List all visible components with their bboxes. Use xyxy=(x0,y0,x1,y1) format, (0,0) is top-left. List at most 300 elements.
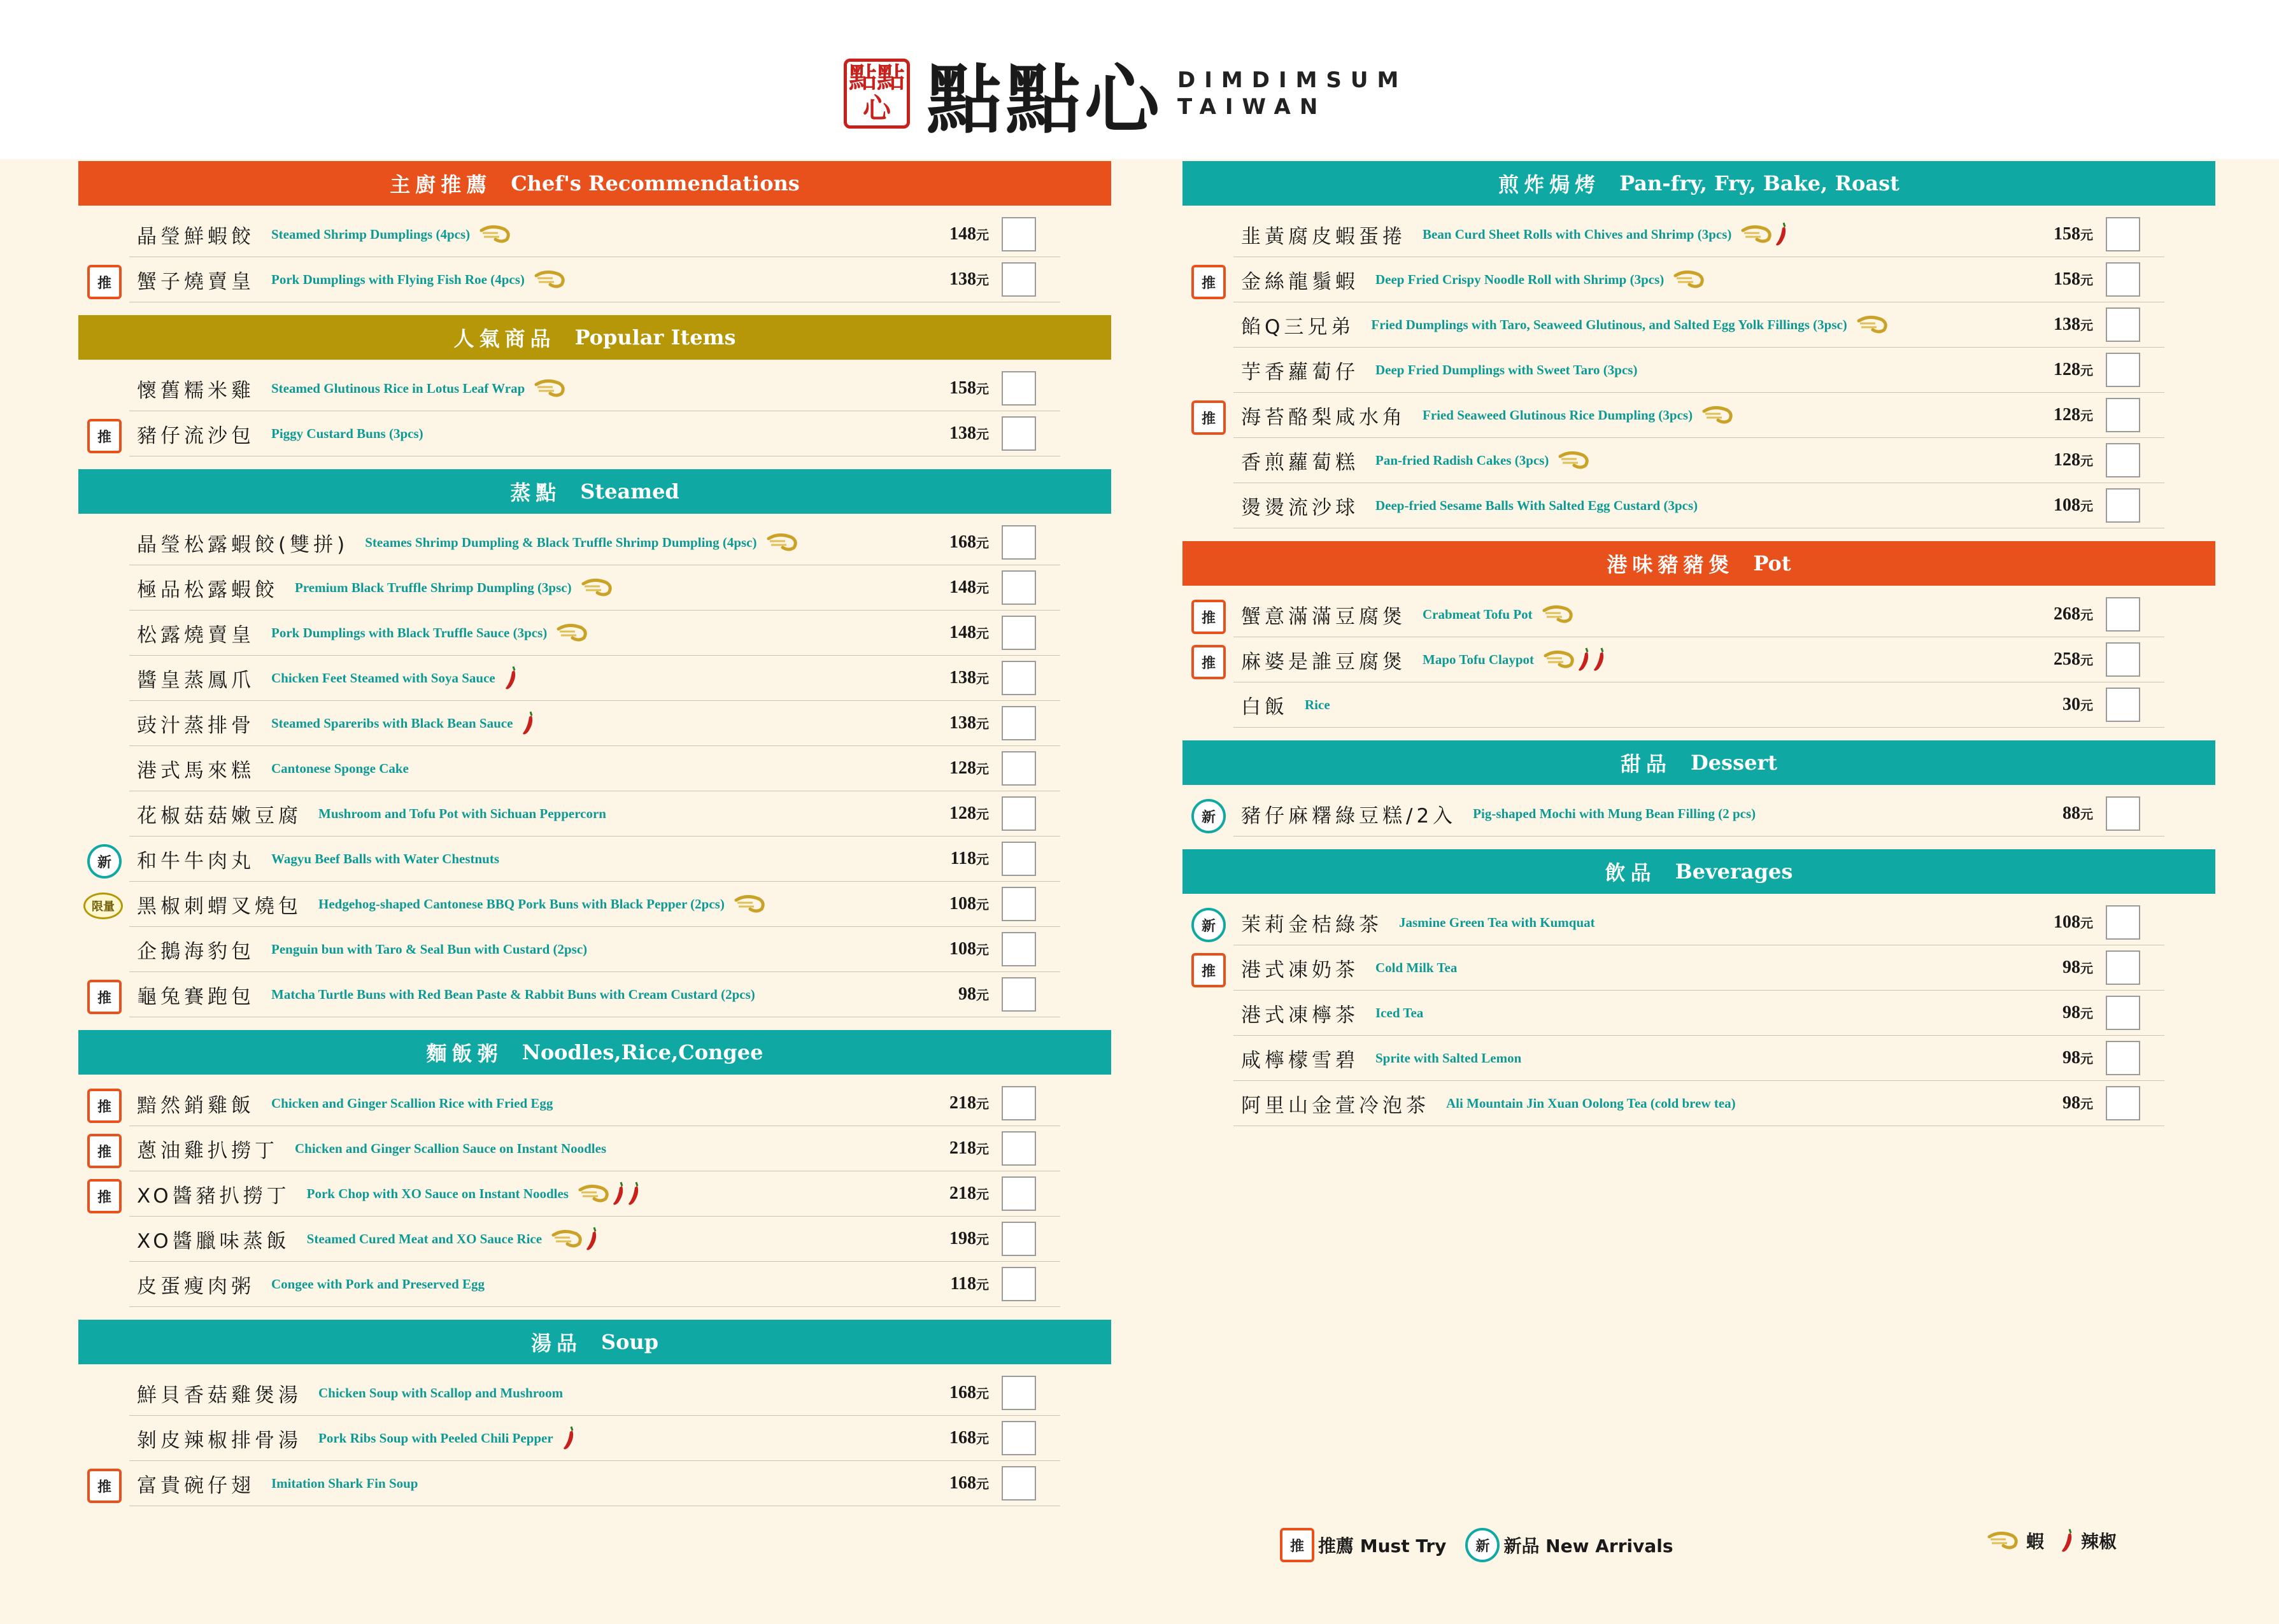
price-currency: 元 xyxy=(976,717,989,731)
item-icons xyxy=(766,532,799,553)
section-title-en: Steamed xyxy=(580,479,679,504)
must-try-icon: 推 xyxy=(87,1179,122,1213)
menu-item xyxy=(97,972,1060,1017)
chili-icon xyxy=(1577,647,1591,672)
price-currency: 元 xyxy=(976,229,989,243)
item-name-cn: XO醬豬扒撈丁 xyxy=(137,1184,290,1208)
menu-section xyxy=(1182,849,2215,1139)
menu-item xyxy=(1201,791,2164,837)
item-icons xyxy=(551,1226,599,1252)
legend-chili-label: 辣椒 xyxy=(2081,1531,2117,1552)
item-name-en: Ali Mountain Jin Xuan Oolong Tea (cold brew tea) xyxy=(1446,1095,1736,1111)
price-currency: 元 xyxy=(976,1098,989,1112)
item-name-en: Wagyu Beef Balls with Water Chestnuts xyxy=(271,851,500,866)
shrimp-icon xyxy=(1987,1530,2020,1551)
brand-name-en-line2: TAIWAN xyxy=(1177,94,1327,120)
item-price xyxy=(949,269,989,290)
order-checkbox[interactable] xyxy=(2106,307,2140,342)
item-name-en: Fried Dumplings with Taro, Seaweed Glutinous, and Salted Egg Yolk Fillings (3psc) xyxy=(1371,316,1847,332)
order-checkbox[interactable] xyxy=(1002,842,1036,876)
order-checkbox[interactable] xyxy=(1002,887,1036,921)
chili-icon xyxy=(1775,222,1789,247)
price-currency: 元 xyxy=(976,627,989,641)
item-name-cn: XO醬臘味蒸飯 xyxy=(137,1229,290,1253)
new-arrival-icon: 新 xyxy=(87,844,122,879)
price-currency: 元 xyxy=(976,428,989,442)
section-header xyxy=(78,161,1111,206)
legend-must xyxy=(1280,1528,1446,1562)
item-price xyxy=(949,713,989,733)
item-name-en: Piggy Custard Buns (3pcs) xyxy=(271,425,423,441)
must-try-icon: 推 xyxy=(87,980,122,1014)
item-name-en: Bean Curd Sheet Rolls with Chives and Shrimp (3pcs) xyxy=(1423,226,1732,242)
item-name-en: Steames Shrimp Dumpling & Black Truffle Shrimp Dumpling (4psc) xyxy=(365,534,757,550)
item-name-cn: 白飯 xyxy=(1241,695,1288,719)
legend-badges xyxy=(1280,1528,1673,1562)
order-checkbox[interactable] xyxy=(1002,751,1036,786)
menu-item xyxy=(1233,1036,2164,1081)
section-title-en: Pot xyxy=(1753,551,1791,575)
item-name-en: Pig-shaped Mochi with Mung Bean Filling (2 pcs) xyxy=(1473,805,1756,821)
must-try-icon: 推 xyxy=(87,419,122,453)
item-icons xyxy=(581,577,614,598)
section-title-en: Chef's Recommendations xyxy=(511,171,800,195)
shrimp-icon xyxy=(479,224,512,244)
price-currency: 元 xyxy=(2080,500,2093,514)
chili-icon xyxy=(585,1226,599,1252)
item-name-cn: 松露燒賣皇 xyxy=(137,623,255,647)
order-checkbox[interactable] xyxy=(2106,905,2140,940)
order-checkbox[interactable] xyxy=(1002,661,1036,695)
shrimp-icon xyxy=(1543,649,1576,670)
item-name-cn: 香煎蘿蔔糕 xyxy=(1241,451,1359,474)
item-price xyxy=(2054,269,2093,290)
order-checkbox[interactable] xyxy=(1002,616,1036,650)
shrimp-icon xyxy=(1558,450,1591,470)
menu-item xyxy=(1201,592,2164,637)
chili-icon xyxy=(627,1181,641,1206)
item-icons xyxy=(504,665,518,691)
order-checkbox[interactable] xyxy=(1002,932,1036,966)
item-price xyxy=(2054,224,2093,244)
item-name-cn: 麻婆是誰豆腐煲 xyxy=(1241,650,1406,674)
item-price xyxy=(2054,450,2093,470)
price-currency: 元 xyxy=(2080,319,2093,333)
order-checkbox[interactable] xyxy=(2106,217,2140,251)
order-checkbox[interactable] xyxy=(1002,706,1036,740)
order-checkbox[interactable] xyxy=(1002,977,1036,1012)
order-checkbox[interactable] xyxy=(1002,1466,1036,1500)
price-currency: 元 xyxy=(976,582,989,596)
item-price xyxy=(2062,803,2093,824)
menu-item xyxy=(1201,637,2164,682)
order-checkbox[interactable] xyxy=(1002,1421,1036,1455)
price-value: 128 xyxy=(2054,405,2080,425)
item-name-en: Mushroom and Tofu Pot with Sichuan Peppercorn xyxy=(318,805,606,821)
price-currency: 元 xyxy=(976,989,989,1003)
price-value: 148 xyxy=(949,577,976,597)
item-name-cn: 茉莉金桔綠茶 xyxy=(1241,913,1382,936)
menu-item xyxy=(1201,257,2164,302)
section-header xyxy=(1182,541,2215,586)
brand-name-cn: 點點心 xyxy=(927,56,1164,144)
legend-new xyxy=(1465,1528,1673,1562)
item-name-cn: 極品松露蝦餃 xyxy=(137,578,278,602)
item-name-en: Fried Seaweed Glutinous Rice Dumpling (3pcs) xyxy=(1423,407,1693,423)
price-value: 138 xyxy=(949,423,976,443)
item-name-en: Chicken Feet Steamed with Soya Sauce xyxy=(271,670,495,686)
section-title-cn: 蒸點 xyxy=(510,481,562,505)
item-icons xyxy=(1543,647,1607,672)
must-try-icon: 推 xyxy=(87,1134,122,1168)
price-currency: 元 xyxy=(976,943,989,957)
item-name-cn: 醬皇蒸鳳爪 xyxy=(137,668,255,692)
section-title-en: Dessert xyxy=(1690,751,1778,775)
menu-item xyxy=(1233,348,2164,393)
item-name-cn: 黯然銷雞飯 xyxy=(137,1094,255,1117)
item-name-en: Penguin bun with Taro & Seal Bun with Custard (2psc) xyxy=(271,941,588,957)
order-checkbox[interactable] xyxy=(2106,597,2140,632)
price-currency: 元 xyxy=(2080,699,2093,713)
item-name-cn: 阿里山金萱冷泡茶 xyxy=(1241,1094,1430,1117)
item-price xyxy=(2054,912,2093,933)
order-checkbox[interactable] xyxy=(2106,950,2140,985)
chili-icon xyxy=(1593,647,1607,672)
price-currency: 元 xyxy=(976,1478,989,1492)
item-price xyxy=(2054,360,2093,380)
item-price xyxy=(949,1138,989,1159)
legend-shrimp-label: 蝦 xyxy=(2026,1531,2045,1552)
section-title-cn: 甜品 xyxy=(1620,752,1672,776)
item-name-en: Imitation Shark Fin Soup xyxy=(271,1475,418,1491)
menu-item xyxy=(1233,438,2164,483)
menu-item xyxy=(97,1461,1060,1506)
item-icons xyxy=(1673,269,1706,290)
item-price xyxy=(2062,1003,2093,1023)
item-icons xyxy=(1740,222,1789,247)
price-currency: 元 xyxy=(976,1188,989,1202)
shrimp-icon xyxy=(766,532,799,553)
menu-item xyxy=(92,882,1060,927)
item-name-en: Pork Dumplings with Flying Fish Roe (4pcs) xyxy=(271,271,525,287)
price-currency: 元 xyxy=(976,763,989,777)
menu-item xyxy=(97,1081,1060,1126)
price-value: 148 xyxy=(949,623,976,642)
price-currency: 元 xyxy=(976,898,989,912)
item-name-en: Iced Tea xyxy=(1375,1005,1424,1020)
item-name-cn: 懷舊糯米雞 xyxy=(137,379,255,402)
item-name-en: Cold Milk Tea xyxy=(1375,959,1458,975)
item-name-en: Sprite with Salted Lemon xyxy=(1375,1050,1522,1066)
section-title-cn: 麵飯粥 xyxy=(426,1041,503,1066)
price-value: 98 xyxy=(2062,1003,2080,1022)
menu-item xyxy=(1233,212,2164,257)
order-checkbox[interactable] xyxy=(2106,996,2140,1030)
item-name-en: Deep Fried Dumplings with Sweet Taro (3pcs) xyxy=(1375,362,1638,378)
menu-item xyxy=(129,791,1060,837)
price-currency: 元 xyxy=(976,1432,989,1446)
section-title-en: Soup xyxy=(600,1330,659,1354)
item-name-en: Rice xyxy=(1305,696,1330,712)
order-checkbox[interactable] xyxy=(2106,642,2140,677)
must-try-icon: 推 xyxy=(1191,600,1226,634)
item-name-en: Matcha Turtle Buns with Red Bean Paste & Rabbit Buns with Cream Custard (2pcs) xyxy=(271,986,755,1002)
menu-item xyxy=(129,1262,1060,1307)
brand-name-en-line1: DIMDIMSUM xyxy=(1177,67,1408,93)
item-name-en: Steamed Shrimp Dumplings (4pcs) xyxy=(271,226,471,242)
item-name-en: Chicken and Ginger Scallion Sauce on Instant Noodles xyxy=(295,1140,607,1156)
price-value: 118 xyxy=(950,849,976,868)
price-value: 168 xyxy=(949,532,976,552)
price-currency: 元 xyxy=(976,537,989,551)
chili-icon xyxy=(562,1425,576,1451)
price-currency: 元 xyxy=(2080,364,2093,378)
item-name-en: Chicken Soup with Scallop and Mushroom xyxy=(318,1385,564,1401)
menu-item xyxy=(1233,483,2164,528)
chili-icon xyxy=(504,665,518,691)
item-name-cn: 富貴碗仔翅 xyxy=(137,1474,255,1497)
menu-item xyxy=(129,565,1060,611)
item-price xyxy=(949,378,989,399)
new-arrival-icon: 新 xyxy=(1191,908,1226,942)
price-value: 128 xyxy=(2054,450,2080,470)
item-name-cn: 晶瑩松露蝦餃(雙拼) xyxy=(137,533,349,556)
menu-section xyxy=(1182,740,2215,849)
price-value: 168 xyxy=(949,1473,976,1493)
item-price xyxy=(2062,1093,2093,1113)
item-icons xyxy=(1558,450,1591,470)
menu-item xyxy=(97,1126,1060,1171)
section-header xyxy=(1182,740,2215,785)
legend-icons xyxy=(1987,1528,2117,1553)
price-value: 138 xyxy=(949,713,976,733)
order-checkbox[interactable] xyxy=(1002,217,1036,251)
item-name-en: Congee with Pork and Preserved Egg xyxy=(271,1276,485,1292)
item-icons xyxy=(578,1181,641,1206)
menu-item xyxy=(129,927,1060,972)
shrimp-icon xyxy=(734,894,767,914)
price-value: 268 xyxy=(2054,604,2080,624)
order-checkbox[interactable] xyxy=(2106,262,2140,297)
order-checkbox[interactable] xyxy=(2106,488,2140,523)
item-price xyxy=(949,1428,989,1448)
shrimp-icon xyxy=(578,1183,611,1204)
menu-item xyxy=(1201,945,2164,991)
menu-section xyxy=(78,469,1111,1030)
order-checkbox[interactable] xyxy=(1002,1376,1036,1410)
price-value: 138 xyxy=(949,668,976,688)
must-try-icon: 推 xyxy=(87,1089,122,1123)
item-icons xyxy=(479,224,512,244)
order-checkbox[interactable] xyxy=(2106,443,2140,477)
menu-item xyxy=(129,701,1060,746)
item-icons xyxy=(522,710,536,736)
section-title-cn: 飲品 xyxy=(1605,861,1656,885)
must-try-icon: 推 xyxy=(87,1469,122,1503)
order-checkbox[interactable] xyxy=(1002,570,1036,605)
menu-column-right xyxy=(1182,161,2215,1139)
item-name-en: Deep-fried Sesame Balls With Salted Egg Custard (3pcs) xyxy=(1375,497,1698,513)
price-currency: 元 xyxy=(976,383,989,397)
menu-item xyxy=(1233,682,2164,728)
item-price xyxy=(949,939,989,959)
order-checkbox[interactable] xyxy=(1002,416,1036,451)
section-title-cn: 煎炸焗烤 xyxy=(1498,173,1601,197)
price-currency: 元 xyxy=(976,853,989,867)
item-icons xyxy=(1701,405,1735,425)
section-header xyxy=(78,1320,1111,1364)
brand-name-en xyxy=(1177,67,1407,120)
item-name-en: Crabmeat Tofu Pot xyxy=(1423,606,1533,622)
item-name-cn: 燙燙流沙球 xyxy=(1241,496,1359,519)
order-checkbox[interactable] xyxy=(2106,688,2140,722)
item-name-en: Premium Black Truffle Shrimp Dumpling (3psc) xyxy=(295,579,572,595)
price-value: 158 xyxy=(2054,269,2080,289)
price-currency: 元 xyxy=(2080,1007,2093,1021)
price-currency: 元 xyxy=(2080,455,2093,469)
section-title-cn: 港味豬豬煲 xyxy=(1607,553,1735,577)
item-name-en: Steamed Glutinous Rice in Lotus Leaf Wrap xyxy=(271,380,525,396)
order-checkbox[interactable] xyxy=(2106,796,2140,831)
price-value: 98 xyxy=(2062,1048,2080,1068)
item-price xyxy=(949,894,989,914)
price-currency: 元 xyxy=(2080,917,2093,931)
menu-section xyxy=(78,1030,1111,1320)
item-icons xyxy=(734,894,767,914)
price-value: 198 xyxy=(949,1229,976,1248)
price-currency: 元 xyxy=(976,1143,989,1157)
price-value: 168 xyxy=(949,1383,976,1402)
item-price xyxy=(951,849,989,869)
item-price xyxy=(2054,495,2093,516)
item-price xyxy=(949,1383,989,1403)
item-name-cn: 鮮貝香菇雞煲湯 xyxy=(137,1383,302,1407)
order-checkbox[interactable] xyxy=(1002,1176,1036,1211)
item-price xyxy=(2054,604,2093,625)
section-title-en: Popular Items xyxy=(574,325,736,350)
menu-item xyxy=(1233,302,2164,348)
order-checkbox[interactable] xyxy=(1002,1086,1036,1120)
menu-column-left xyxy=(78,161,1111,1519)
price-value: 108 xyxy=(949,939,976,959)
item-name-cn: 豉汁蒸排骨 xyxy=(137,714,255,737)
order-checkbox[interactable] xyxy=(2106,353,2140,387)
shrimp-icon xyxy=(556,623,589,643)
price-currency: 元 xyxy=(2080,229,2093,243)
item-name-cn: 咸檸檬雪碧 xyxy=(1241,1049,1359,1072)
order-checkbox[interactable] xyxy=(1002,1267,1036,1301)
price-currency: 元 xyxy=(2080,1052,2093,1066)
order-checkbox[interactable] xyxy=(1002,1131,1036,1166)
order-checkbox[interactable] xyxy=(2106,1041,2140,1075)
item-price xyxy=(2062,695,2093,715)
brand-logo xyxy=(844,52,1408,144)
item-price xyxy=(2054,314,2093,335)
item-name-en: Mapo Tofu Claypot xyxy=(1423,651,1535,667)
order-checkbox[interactable] xyxy=(2106,1086,2140,1120)
item-name-en: Chicken and Ginger Scallion Rice with Fried Egg xyxy=(271,1095,553,1111)
price-value: 258 xyxy=(2054,649,2080,669)
menu-section xyxy=(78,315,1111,469)
section-title-cn: 人氣商品 xyxy=(453,327,556,351)
order-checkbox[interactable] xyxy=(2106,398,2140,432)
must-try-icon: 推 xyxy=(1280,1528,1314,1562)
must-try-icon: 推 xyxy=(1191,953,1226,987)
price-value: 88 xyxy=(2062,803,2080,823)
item-name-en: Pan-fried Radish Cakes (3pcs) xyxy=(1375,452,1549,468)
item-price xyxy=(2062,957,2093,978)
price-currency: 元 xyxy=(976,1278,989,1292)
shrimp-icon xyxy=(1542,604,1575,625)
price-currency: 元 xyxy=(976,672,989,686)
item-name-cn: 餡Q三兄弟 xyxy=(1241,315,1355,339)
price-value: 218 xyxy=(949,1093,976,1113)
price-value: 218 xyxy=(949,1183,976,1203)
item-name-cn: 晶瑩鮮蝦餃 xyxy=(137,225,255,248)
shrimp-icon xyxy=(534,378,567,399)
order-checkbox[interactable] xyxy=(1002,525,1036,560)
item-icons xyxy=(534,378,567,399)
legend-new-label: 新品 New Arrivals xyxy=(1503,1536,1673,1557)
order-checkbox[interactable] xyxy=(1002,371,1036,406)
order-checkbox[interactable] xyxy=(1002,796,1036,831)
shrimp-icon xyxy=(551,1229,584,1249)
item-name-cn: 蟹意滿滿豆腐煲 xyxy=(1241,605,1406,628)
price-value: 118 xyxy=(950,1274,976,1294)
price-currency: 元 xyxy=(2080,654,2093,668)
menu-section xyxy=(78,1320,1111,1519)
section-header xyxy=(1182,849,2215,894)
price-value: 98 xyxy=(2062,957,2080,977)
item-price xyxy=(949,758,989,779)
item-price xyxy=(2054,405,2093,425)
price-currency: 元 xyxy=(2080,409,2093,423)
item-price xyxy=(949,224,989,244)
menu-item xyxy=(129,1416,1060,1461)
chili-icon xyxy=(612,1181,626,1206)
price-value: 168 xyxy=(949,1428,976,1448)
menu-section xyxy=(1182,541,2215,740)
shrimp-icon xyxy=(1740,224,1773,244)
section-title-cn: 湯品 xyxy=(530,1331,582,1355)
section-title-en: Beverages xyxy=(1675,859,1793,884)
menu-section xyxy=(78,161,1111,315)
brand-seal: 點點心 xyxy=(844,59,910,129)
menu-item xyxy=(129,520,1060,565)
price-value: 138 xyxy=(2054,314,2080,334)
must-try-icon: 推 xyxy=(1191,400,1226,435)
item-price xyxy=(949,1229,989,1249)
item-icons xyxy=(556,623,589,643)
price-value: 128 xyxy=(2054,360,2080,379)
order-checkbox[interactable] xyxy=(1002,1222,1036,1256)
price-value: 128 xyxy=(949,758,976,778)
must-try-icon: 推 xyxy=(1191,645,1226,679)
menu-section xyxy=(1182,161,2215,541)
price-value: 138 xyxy=(949,269,976,289)
item-price xyxy=(949,1093,989,1113)
order-checkbox[interactable] xyxy=(1002,262,1036,297)
price-currency: 元 xyxy=(2080,609,2093,623)
shrimp-icon xyxy=(1856,314,1889,335)
limited-edition-icon: 限量 xyxy=(83,893,123,919)
item-name-en: Steamed Spareribs with Black Bean Sauce xyxy=(271,715,513,731)
section-title-en: Pan-fry, Fry, Bake, Roast xyxy=(1619,171,1899,195)
menu-item xyxy=(1233,991,2164,1036)
chili-icon xyxy=(2061,1528,2075,1553)
shrimp-icon xyxy=(1673,269,1706,290)
section-header xyxy=(1182,161,2215,206)
